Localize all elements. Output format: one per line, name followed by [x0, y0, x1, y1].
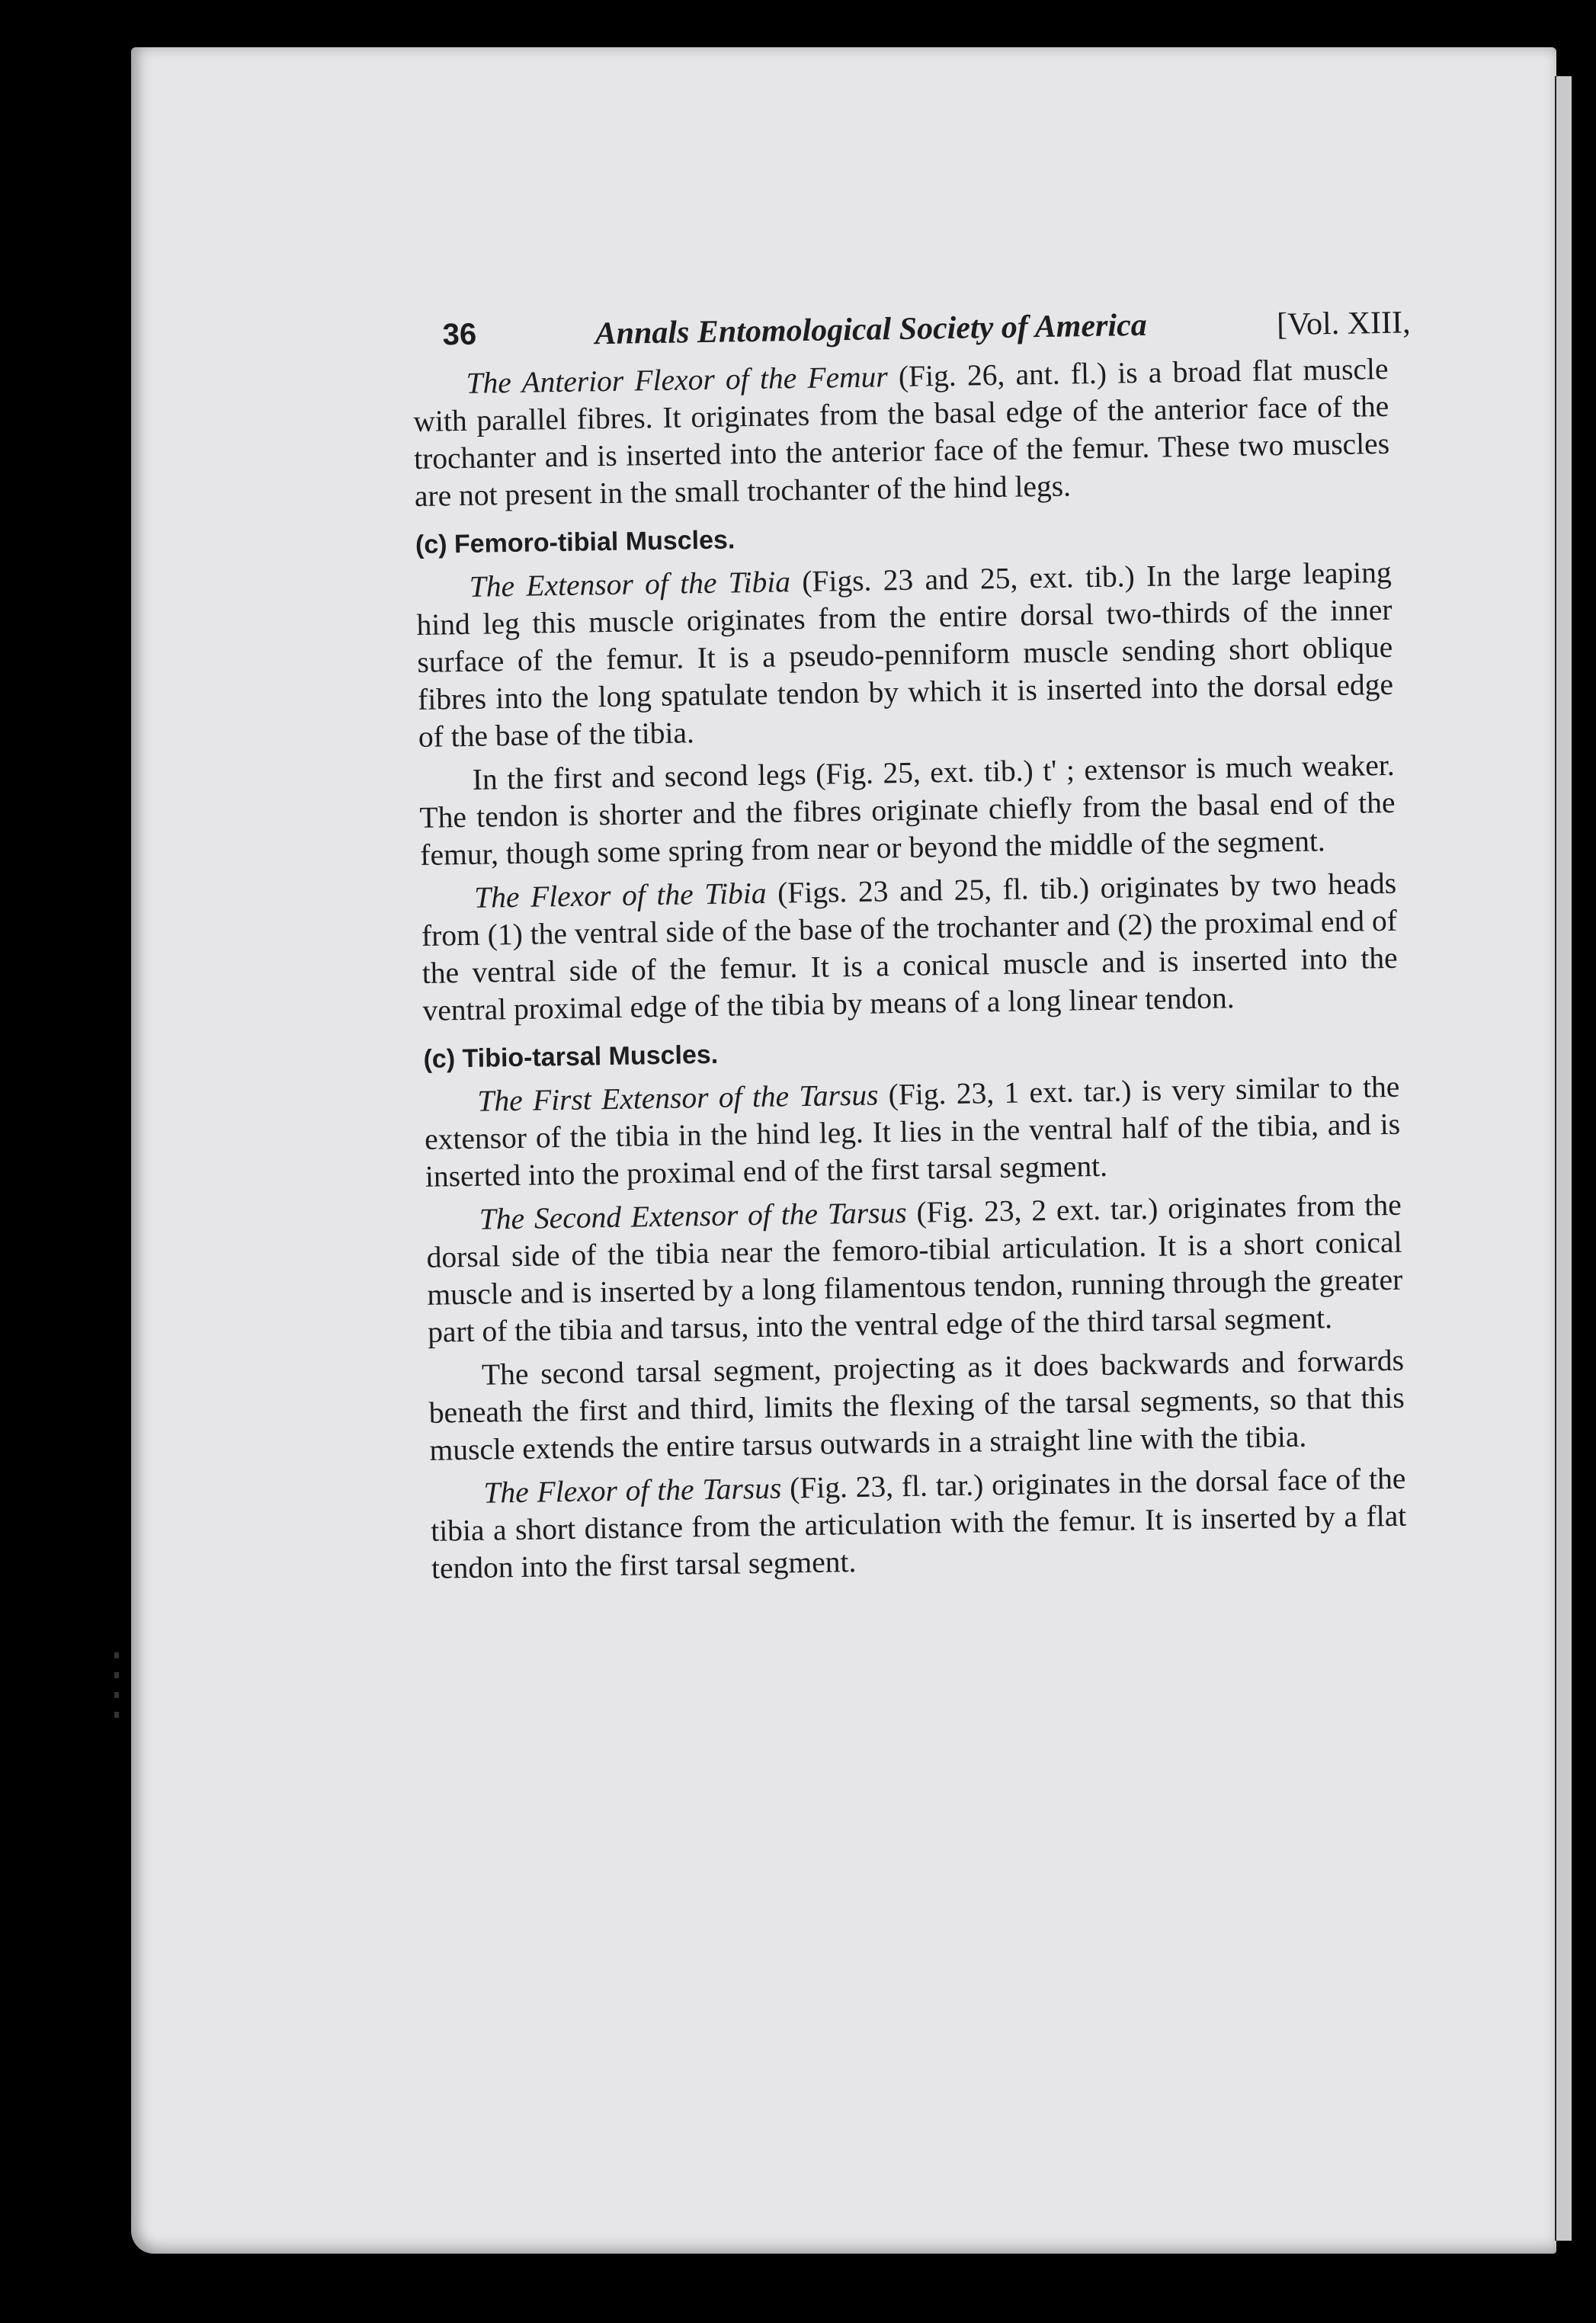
paragraph-text: (Fig. 26, ant. fl.) is a broad flat muscle with parallel fibres. It originates from the basal edge of the anterior face of the trochanter and is inserted into the anterior face of the femur. These two muscles are not present in the small trochanter of the hind legs.	[413, 351, 1390, 513]
paragraph	[424, 1069, 1401, 1196]
page-content	[412, 290, 1411, 1588]
margin-specks	[107, 1639, 137, 1791]
paragraph	[412, 351, 1390, 515]
paragraph-text: The second tarsal segment, projecting as it does backwards and forwards beneath the first and third, limits the flexing of the tarsal segments, so that this muscle extends the entire tarsus outwards in a straight line with the tibia.	[428, 1343, 1405, 1467]
paragraph-lead: The Second Extensor of the Tarsus	[479, 1195, 908, 1236]
paragraph	[430, 1460, 1407, 1588]
paragraph	[428, 1342, 1405, 1469]
page-number: 36	[442, 317, 477, 352]
page-edge	[1555, 76, 1572, 2241]
paragraph-lead: The Extensor of the Tibia	[469, 565, 791, 604]
paragraph-text: (Figs. 23 and 25, ext. tib.) In the large leaping hind leg this muscle originates from the entire dorsal two-thirds of the inner surface of the femur. It is a pseudo-penniform muscle sending short oblique fibres into the long spatulate tendon by which it is inserted into the dorsal edge of the base of the tibia.	[416, 555, 1394, 754]
paragraph-lead: The Flexor of the Tarsus	[483, 1471, 782, 1510]
section-heading-tibio-tarsal: (c) Tibio-tarsal Muscles.	[423, 1040, 719, 1074]
paragraph-text: (Fig. 23, 2 ext. tar.) originates from the dorsal side of the tibia near the femoro-tibial articulation. It is a short conical muscle and is inserted by a long filamentous tendon, running through the greater part of the tibia and tarsus, into the ventral edge of the third tarsal segment.	[426, 1187, 1403, 1349]
paragraph-text: (Figs. 23 and 25, fl. tib.) originates by two heads from (1) the ventral side of the base of the trochanter and (2) the proximal end of the ventral side of the femur. It is a conical muscle and is inserted into the ventral proximal edge of the tibia by means of a long linear tendon.	[421, 866, 1398, 1027]
paragraph	[415, 554, 1394, 756]
paragraph-text: In the first and second legs (Fig. 25, ext. tib.) t' ; extensor is much weaker. The tendon is shorter and the fibres originate chiefly from the basal end of the femur, though some spring from near or beyond the middle of the segment.	[419, 748, 1396, 872]
paragraph-text: (Fig. 23, 1 ext. tar.) is very similar to the extensor of the tibia in the hind leg. It lies in the ventral half of the tibia, and is inserted into the proximal end of the first tarsal segment.	[424, 1069, 1401, 1194]
paragraph	[425, 1187, 1403, 1351]
paragraph-lead: The First Extensor of the Tarsus	[477, 1078, 879, 1118]
paragraph-text: (Fig. 23, fl. tar.) originates in the dorsal face of the tibia a short distance from the articulation with the femur. It is inserted by a flat tendon into the first tarsal segment.	[430, 1461, 1407, 1585]
paragraph	[418, 747, 1396, 874]
paragraph-lead: The Flexor of the Tibia	[473, 876, 767, 915]
section-heading-femoro-tibial: (c) Femoro-tibial Muscles.	[415, 525, 736, 559]
paragraph-lead: The Anterior Flexor of the Femur	[466, 360, 889, 400]
running-title: Annals Entomological Society of America	[594, 307, 1148, 352]
paragraph	[421, 865, 1399, 1030]
volume-label: [Vol. XIII,	[1276, 305, 1411, 343]
